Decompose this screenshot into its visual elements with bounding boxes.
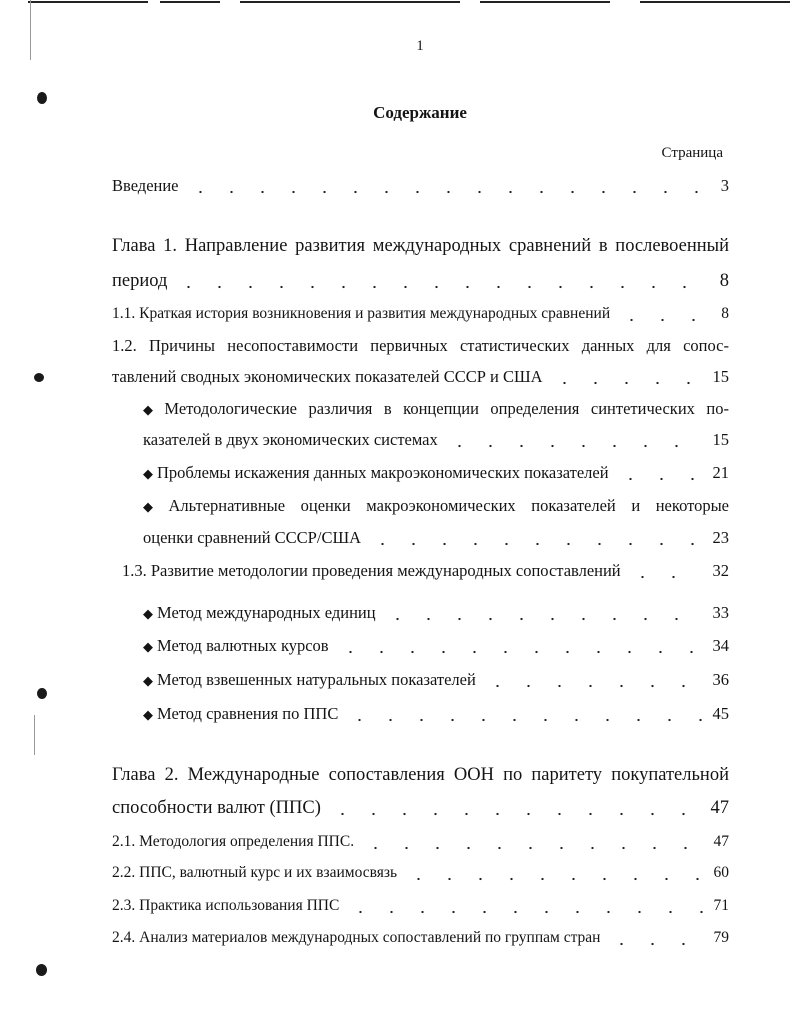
toc-entry-page: 79 <box>713 929 729 946</box>
toc-entry-page: 45 <box>712 704 729 723</box>
toc-entry-2-1[interactable] <box>112 831 729 853</box>
toc-entry-introduction[interactable] <box>112 175 729 197</box>
toc-entry-1-2[interactable] <box>112 366 729 388</box>
scan-left-edge <box>30 0 31 60</box>
diamond-bullet-icon: ◆ <box>143 499 165 514</box>
toc-entry-page: 33 <box>712 603 729 622</box>
dot-leader <box>549 366 703 388</box>
toc-entry-1-3[interactable] <box>122 560 729 582</box>
dot-leader <box>367 527 703 549</box>
toc-entry-label: 2.1. Методология определения ППС. <box>112 833 355 850</box>
toc-bullet-methodological-first-line <box>143 398 729 421</box>
dot-leader <box>606 927 703 949</box>
toc-entry-text: Методологические различия в концепции определения синтетических по- <box>164 399 729 418</box>
toc-entry-page: 32 <box>712 561 729 580</box>
toc-entry-page: 21 <box>712 463 729 482</box>
dot-leader <box>344 703 703 726</box>
diamond-bullet-icon: ◆ <box>143 673 153 688</box>
binder-hole-mark <box>34 373 44 382</box>
page-number: 1 <box>416 38 424 54</box>
toc-entry-2-2[interactable] <box>112 862 729 884</box>
toc-entry-label: ◆ Метод сравнения по ППС <box>143 704 339 723</box>
binder-hole-mark <box>37 92 47 104</box>
toc-entry-1-1[interactable] <box>112 303 729 325</box>
dot-leader <box>382 602 703 625</box>
toc-entry-label: 2.4. Анализ материалов международных сопоставлений по группам стран <box>112 929 601 946</box>
toc-entry-label: ◆ Метод валютных курсов <box>143 636 329 655</box>
dot-leader <box>627 560 703 582</box>
toc-entry-label: ◆ Проблемы искажения данных макроэкономических показателей <box>143 463 609 482</box>
toc-chapter-2-heading: Глава 2. Международные сопоставления ООН по паритету покупательной <box>112 765 729 785</box>
toc-entry-text: Альтернативные оценки макроэкономических показателей и некоторые <box>168 496 729 515</box>
toc-entry-page: 71 <box>713 897 729 914</box>
toc-entry-alternative-estimates[interactable] <box>143 527 729 549</box>
toc-entry-page: 60 <box>713 864 729 881</box>
diamond-bullet-icon: ◆ <box>143 402 161 417</box>
toc-entry-page: 8 <box>721 305 729 322</box>
toc-entry-label: тавлений сводных экономических показателей СССР и США <box>112 367 543 386</box>
toc-entry-label: 2.3. Практика использования ППС <box>112 897 340 914</box>
toc-entry-label: 1.1. Краткая история возникновения и развития международных сравнений <box>112 305 611 322</box>
diamond-bullet-icon: ◆ <box>143 639 153 654</box>
toc-entry-label: оценки сравнений СССР/США <box>143 528 362 547</box>
toc-entry-data-distortion[interactable] <box>143 462 729 485</box>
toc-entry-page: 15 <box>712 430 729 449</box>
toc-entry-methodological-differences[interactable] <box>143 429 729 451</box>
toc-chapter-1-heading: Глава 1. Направление развития международных сравнений в послевоенный <box>112 236 729 256</box>
dot-leader <box>615 462 703 485</box>
scan-top-border <box>0 0 799 4</box>
dot-leader <box>327 797 703 819</box>
dot-leader <box>335 635 703 658</box>
toc-entry-chapter-2[interactable] <box>112 797 729 819</box>
toc-entry-page: 36 <box>712 670 729 689</box>
dot-leader <box>616 303 703 325</box>
toc-entry-weighted-indicators[interactable] <box>143 669 729 692</box>
page-column-label: Страница <box>661 145 723 161</box>
dot-leader <box>185 175 703 197</box>
toc-entry-page: 3 <box>720 176 729 195</box>
toc-entry-label: казателей в двух экономических системах <box>143 430 438 449</box>
toc-entry-page: 47 <box>713 833 729 850</box>
dot-leader <box>360 831 703 853</box>
binder-hole-mark <box>36 964 47 976</box>
dot-leader <box>444 429 703 451</box>
toc-entry-page: 15 <box>712 367 729 386</box>
toc-entry-page: 47 <box>710 798 729 818</box>
diamond-bullet-icon: ◆ <box>143 707 153 722</box>
toc-entry-1-2-first-line: 1.2. Причины несопоставимости первичных статистических данных для сопос- <box>112 336 729 355</box>
toc-entry-page: 23 <box>712 528 729 547</box>
toc-entry-label: ◆ Метод взвешенных натуральных показателей <box>143 670 476 689</box>
toc-entry-exchange-rates[interactable] <box>143 635 729 658</box>
toc-entry-chapter-1[interactable] <box>112 270 729 292</box>
dot-leader <box>482 669 703 692</box>
toc-entry-label: способности валют (ППС) <box>112 798 321 818</box>
toc-entry-label: 1.3. Развитие методологии проведения международных сопоставлений <box>122 561 621 580</box>
toc-entry-page: 8 <box>719 271 729 291</box>
toc-entry-international-units[interactable] <box>143 602 729 625</box>
toc-bullet-alternative-first-line <box>143 495 729 518</box>
diamond-bullet-icon: ◆ <box>143 606 153 621</box>
dot-leader <box>345 895 703 917</box>
toc-entry-2-3[interactable] <box>112 895 729 917</box>
scan-left-edge-mark <box>34 715 35 755</box>
toc-entry-label: Введение <box>112 176 179 195</box>
toc-title: Содержание <box>373 103 467 122</box>
binder-hole-mark <box>37 688 47 699</box>
toc-entry-page: 34 <box>712 636 729 655</box>
dot-leader <box>173 270 703 292</box>
toc-entry-2-4[interactable] <box>112 927 729 949</box>
toc-entry-label: ◆ Метод международных единиц <box>143 603 376 622</box>
toc-entry-label: период <box>112 271 168 291</box>
diamond-bullet-icon: ◆ <box>143 466 153 481</box>
dot-leader <box>403 862 703 884</box>
toc-entry-ppp-comparison[interactable] <box>143 703 729 726</box>
toc-entry-label: 2.2. ППС, валютный курс и их взаимосвязь <box>112 864 398 881</box>
